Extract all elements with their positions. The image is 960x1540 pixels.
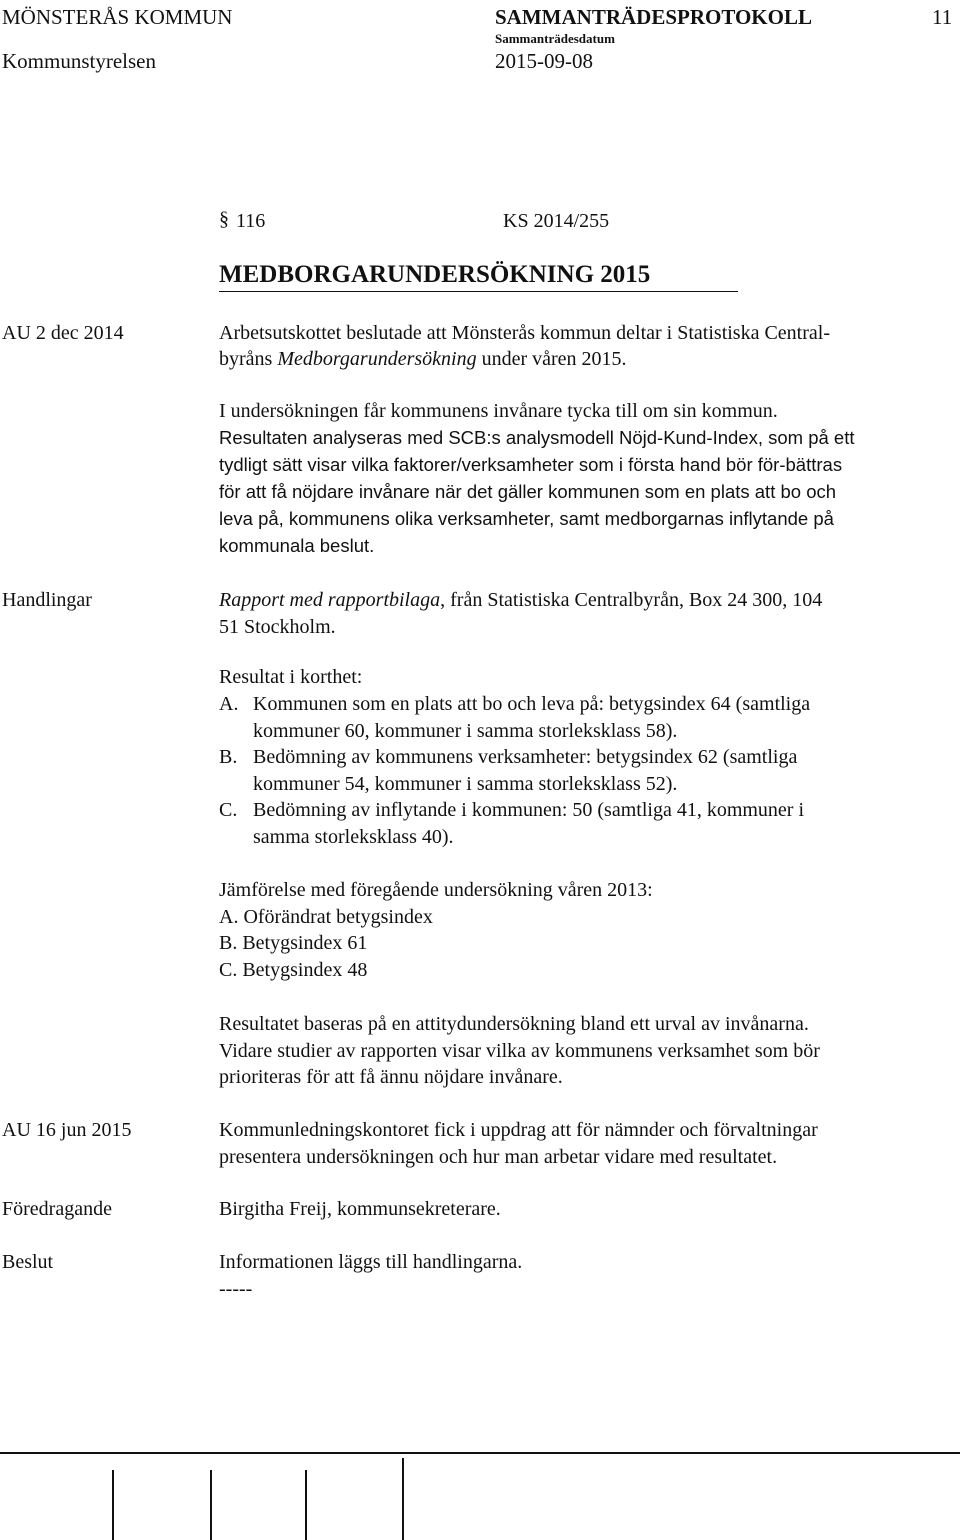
- results-item-line: samma storleksklass 40).: [253, 826, 454, 848]
- page-title: MEDBORGARUNDERSÖKNING 2015: [219, 261, 651, 288]
- comparison-item: A. Oförändrat betygsindex: [219, 906, 433, 928]
- results-item-line: kommuner 60, kommuner i samma storleksklass 58).: [253, 720, 678, 742]
- conclusion-line: Vidare studier av rapporten visar vilka av kommunens verksamhet som bör: [219, 1040, 820, 1062]
- foredragande-value: Birgitha Freij, kommunsekreterare.: [219, 1198, 501, 1220]
- header-date: 2015-09-08: [495, 49, 593, 73]
- handlingar-label: Handlingar: [2, 589, 92, 611]
- au-dec-line2: [219, 346, 627, 372]
- header-board: Kommunstyrelsen: [2, 49, 156, 73]
- signature-box-divider: [402, 1458, 404, 1540]
- au-jun-label: AU 16 jun 2015: [2, 1119, 132, 1141]
- signature-box-top-rule: [0, 1452, 960, 1454]
- header-page-number: 11: [932, 5, 953, 29]
- au-dec-line2-prefix: byråns: [219, 348, 278, 370]
- signature-box-divider: [210, 1470, 212, 1540]
- intro-sans-line: tydligt sätt visar vilka faktorer/verksamheter som i första hand bör för-bättras: [219, 454, 843, 475]
- conclusion-line: Resultatet baseras på en attitydundersökning bland ett urval av invånarna.: [219, 1013, 809, 1035]
- results-letter: A.: [219, 693, 239, 715]
- handlingar-line1-suffix: , från Statistiska Centralbyrån, Box 24 300, 104: [440, 589, 823, 611]
- intro-line1: I undersökningen får kommunens invånare tycka till om sin kommun.: [219, 400, 778, 422]
- handlingar-line2: 51 Stockholm.: [219, 616, 336, 638]
- signature-box-divider: [305, 1470, 307, 1540]
- beslut-value: Informationen läggs till handlingarna.: [219, 1251, 523, 1273]
- end-marker: -----: [219, 1278, 253, 1300]
- case-number: KS 2014/255: [503, 210, 610, 232]
- au-dec-line2-italic: Medborgarundersökning: [277, 348, 477, 370]
- beslut-label: Beslut: [2, 1251, 54, 1273]
- header-municipality: MÖNSTERÅS KOMMUN: [2, 5, 233, 29]
- au-jun-line2: presentera undersökningen och hur man arbetar vidare med resultatet.: [219, 1146, 778, 1168]
- comparison-item: C. Betygsindex 48: [219, 959, 368, 981]
- au-jun-line1: Kommunledningskontoret fick i uppdrag att för nämnder och förvaltningar: [219, 1119, 818, 1141]
- intro-sans-line: Resultaten analyseras med SCB:s analysmodell Nöjd-Kund-Index, som på ett: [219, 427, 855, 448]
- foredragande-label: Föredragande: [2, 1198, 112, 1220]
- results-letter: B.: [219, 746, 238, 768]
- signature-box-divider: [112, 1470, 114, 1540]
- handlingar-line1: [219, 587, 822, 613]
- au-dec-line2-suffix: under våren 2015.: [476, 348, 627, 370]
- intro-sans-line: leva på, kommunens olika verksamheter, samt medborgarnas inflytande på: [219, 508, 834, 529]
- results-item-line: Bedömning av inflytande i kommunen: 50 (samtliga 41, kommuner i: [253, 799, 805, 821]
- header-protocol: SAMMANTRÄDESPROTOKOLL: [495, 5, 812, 29]
- results-item-line: Kommunen som en plats att bo och leva på: betygsindex 64 (samtliga: [253, 693, 811, 715]
- conclusion-line: prioriteras för att få ännu nöjdare invånare.: [219, 1066, 563, 1088]
- header-date-label: Sammanträdesdatum: [495, 31, 615, 46]
- intro-sans-line: för att få nöjdare invånare när det gäller kommunen som en plats att bo och: [219, 481, 837, 502]
- section-symbol: §: [219, 208, 229, 230]
- intro-sans-line: kommunala beslut.: [219, 535, 375, 556]
- results-item-line: kommuner 54, kommuner i samma storleksklass 52).: [253, 773, 678, 795]
- section-number: 116: [236, 210, 266, 232]
- au-dec-label: AU 2 dec 2014: [2, 322, 124, 344]
- results-item-line: Bedömning av kommunens verksamheter: betygsindex 62 (samtliga: [253, 746, 798, 768]
- au-dec-line1: Arbetsutskottet beslutade att Mönsterås kommun deltar i Statistiska Central-: [219, 322, 830, 344]
- results-letter: C.: [219, 799, 238, 821]
- comparison-item: B. Betygsindex 61: [219, 932, 368, 954]
- handlingar-italic: Rapport med rapportbilaga: [219, 589, 441, 611]
- comparison-heading: Jämförelse med föregående undersökning våren 2013:: [219, 879, 653, 901]
- results-heading: Resultat i korthet:: [219, 666, 363, 688]
- title-underline: [219, 291, 738, 292]
